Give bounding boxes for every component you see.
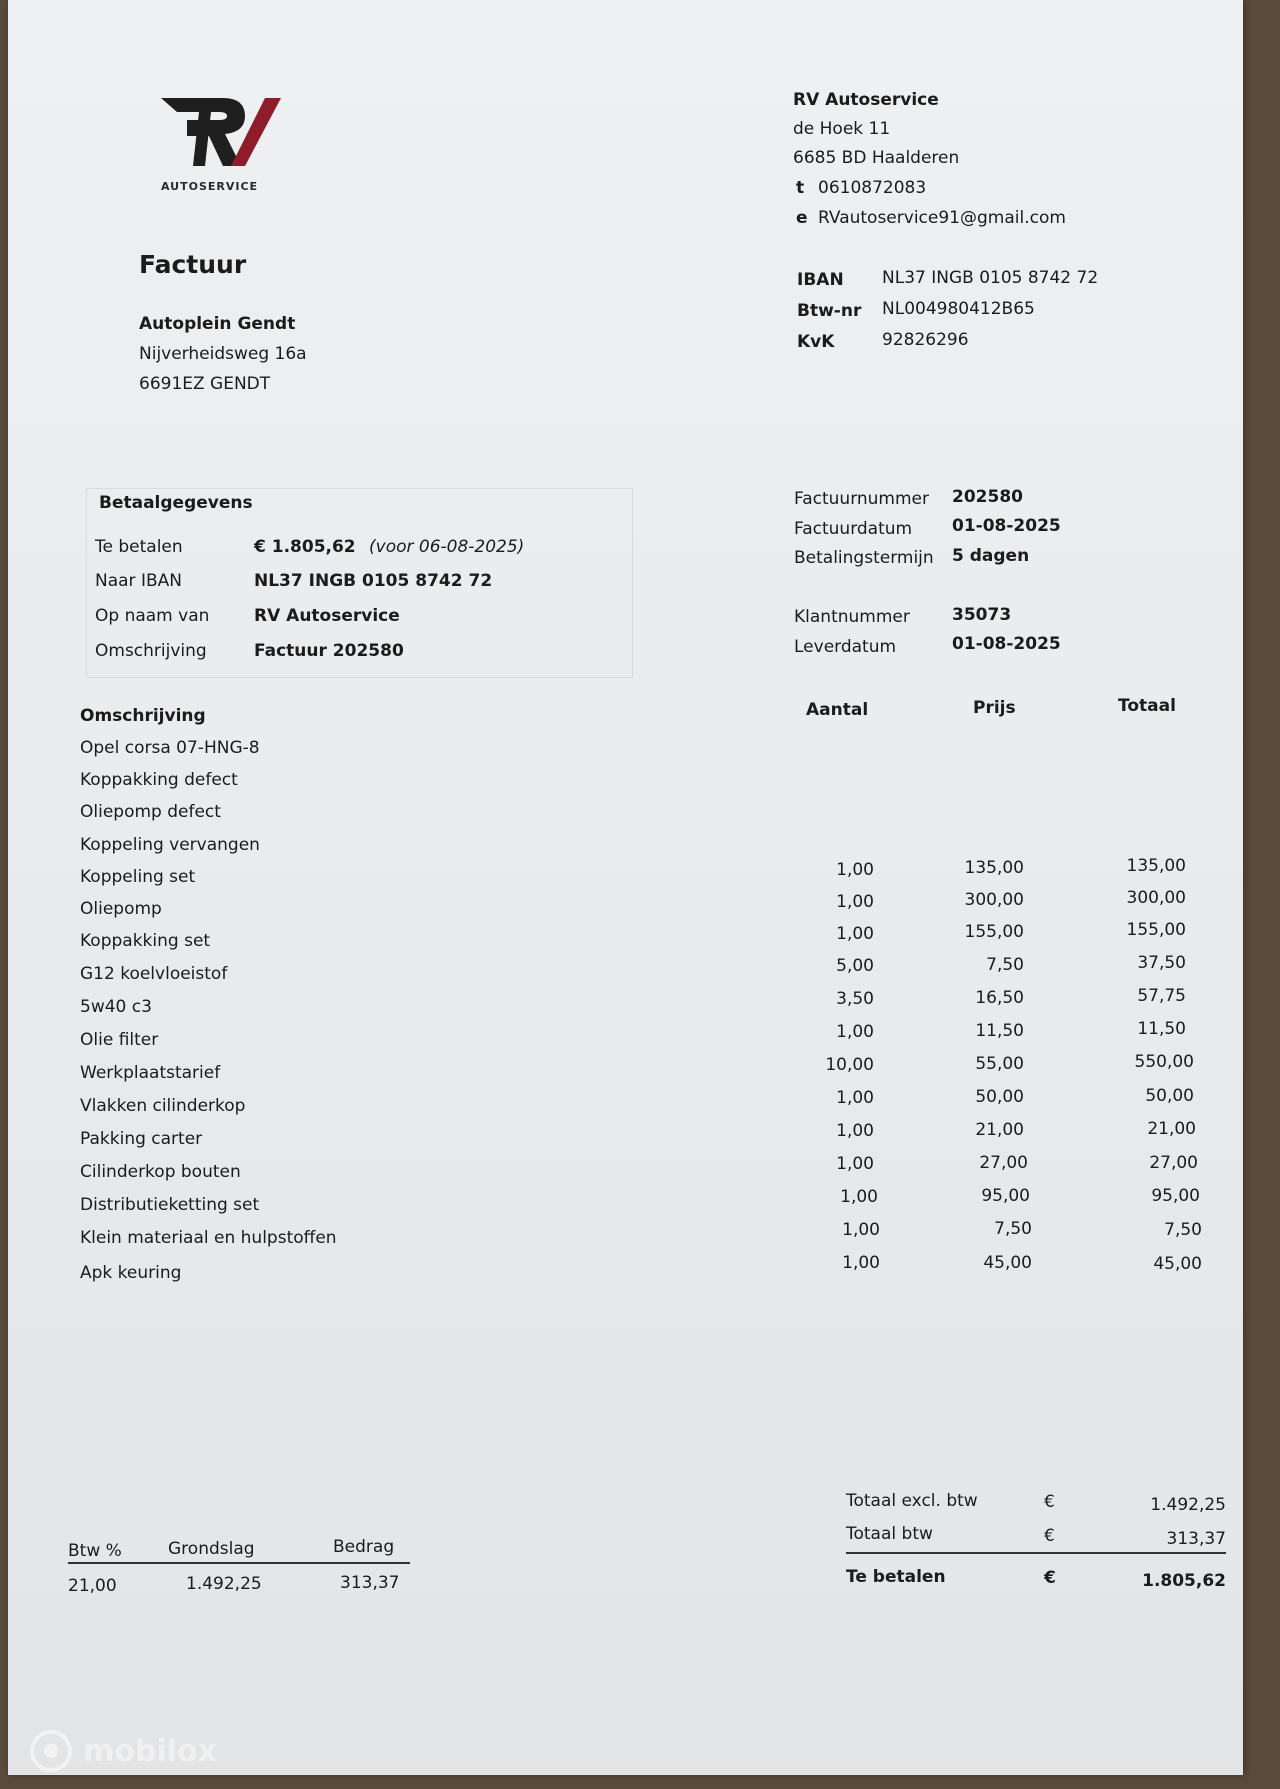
item-total: 45,00	[1153, 1254, 1202, 1274]
item-qty: 5,00	[836, 956, 874, 976]
item-description: Cilinderkop bouten	[80, 1162, 241, 1182]
iban-label: IBAN	[797, 270, 844, 290]
col-header-total: Totaal	[1118, 696, 1176, 716]
item-total: 57,75	[1137, 986, 1186, 1006]
company-kvk: 92826296	[882, 330, 969, 350]
company-name: RV Autoservice	[793, 90, 939, 110]
total-vat: 313,37	[1166, 1529, 1226, 1549]
item-qty: 3,50	[836, 989, 874, 1009]
item-qty: 10,00	[825, 1055, 874, 1075]
note-line: Opel corsa 07-HNG-8	[80, 738, 260, 758]
item-qty: 1,00	[836, 1022, 874, 1042]
company-logo	[153, 92, 283, 192]
vat-header-amount: Bedrag	[333, 1537, 395, 1557]
note-line: Oliepomp defect	[80, 802, 221, 822]
customer-number-label: Klantnummer	[794, 607, 910, 627]
payment-term-label: Betalingstermijn	[794, 548, 934, 568]
item-qty: 1,00	[836, 892, 874, 912]
total-excl-label: Totaal excl. btw	[846, 1491, 978, 1511]
item-total: 11,50	[1137, 1019, 1186, 1039]
item-description: Koppeling set	[80, 867, 196, 887]
btw-label: Btw-nr	[797, 301, 862, 321]
payment-iban: NL37 INGB 0105 8742 72	[254, 571, 493, 591]
payment-desc-label: Omschrijving	[95, 641, 207, 661]
invoice-number: 202580	[952, 487, 1023, 507]
item-price: 55,00	[975, 1054, 1024, 1074]
col-header-description: Omschrijving	[80, 706, 206, 726]
invoice-number-label: Factuurnummer	[794, 489, 930, 509]
item-price: 16,50	[975, 988, 1024, 1008]
item-description: Pakking carter	[80, 1129, 203, 1149]
invoice-paper	[8, 0, 1243, 1775]
item-description: Werkplaatstarief	[80, 1063, 221, 1083]
customer-street: Nijverheidsweg 16a	[139, 344, 307, 364]
item-qty: 1,00	[836, 924, 874, 944]
item-description: G12 koelvloeistof	[80, 964, 228, 984]
item-price: 135,00	[964, 858, 1024, 878]
item-description: Olie filter	[80, 1030, 159, 1050]
payment-desc: Factuur 202580	[254, 641, 404, 661]
currency-icon: €	[1044, 1568, 1056, 1588]
vat-rate: 21,00	[68, 1576, 117, 1596]
item-price: 7,50	[986, 955, 1024, 975]
item-price: 21,00	[975, 1120, 1024, 1140]
customer-city: 6691EZ GENDT	[139, 374, 271, 394]
item-qty: 1,00	[842, 1220, 880, 1240]
item-total: 135,00	[1126, 856, 1186, 876]
mobilox-logo-icon	[28, 1728, 74, 1774]
item-qty: 1,00	[840, 1187, 878, 1207]
email-label: e	[796, 208, 808, 228]
watermark-text: mobilox	[83, 1733, 217, 1769]
item-description: Apk keuring	[80, 1263, 182, 1283]
total-excl: 1.492,25	[1150, 1495, 1226, 1515]
total-vat-label: Totaal btw	[846, 1524, 933, 1544]
vat-base: 1.492,25	[186, 1574, 262, 1594]
item-price: 95,00	[981, 1186, 1030, 1206]
item-total: 21,00	[1147, 1119, 1196, 1139]
customer-name: Autoplein Gendt	[139, 314, 296, 334]
col-header-price: Prijs	[973, 698, 1016, 718]
document-title: Factuur	[139, 250, 247, 279]
payment-amount: € 1.805,62	[254, 537, 356, 557]
currency-icon: €	[1044, 1492, 1055, 1512]
item-description: Koppakking set	[80, 931, 211, 951]
item-total: 155,00	[1126, 920, 1186, 940]
logo-caption: AUTOSERVICE	[161, 180, 259, 193]
company-street: de Hoek 11	[793, 119, 891, 139]
item-price: 155,00	[964, 922, 1024, 942]
item-description: Distributieketting set	[80, 1195, 260, 1215]
item-total: 27,00	[1149, 1153, 1198, 1173]
customer-number: 35073	[952, 605, 1012, 625]
currency-icon: €	[1044, 1526, 1055, 1546]
item-total: 95,00	[1151, 1186, 1200, 1206]
rv-logo-icon	[153, 92, 283, 172]
totals-divider	[846, 1552, 1226, 1554]
total-pay: 1.805,62	[1142, 1571, 1226, 1591]
payment-term: 5 dagen	[952, 546, 1030, 566]
payment-name-label: Op naam van	[95, 606, 210, 626]
item-price: 50,00	[975, 1087, 1024, 1107]
company-btw: NL004980412B65	[882, 299, 1035, 319]
payment-due-note: (voor 06-08-2025)	[369, 537, 525, 557]
watermark	[28, 1728, 217, 1774]
payment-amount-label: Te betalen	[95, 537, 183, 557]
item-description: Klein materiaal en hulpstoffen	[80, 1228, 337, 1248]
item-price: 27,00	[979, 1153, 1028, 1173]
item-total: 50,00	[1145, 1086, 1194, 1106]
vat-table-divider	[68, 1562, 410, 1564]
phone-label: t	[796, 178, 805, 198]
item-qty: 1,00	[836, 1088, 874, 1108]
company-email: RVautoservice91@gmail.com	[818, 208, 1066, 228]
vat-amount: 313,37	[340, 1573, 400, 1593]
item-price: 7,50	[994, 1219, 1032, 1239]
item-total: 300,00	[1126, 888, 1186, 908]
item-qty: 1,00	[836, 860, 874, 880]
delivery-date: 01-08-2025	[952, 634, 1061, 654]
item-qty: 1,00	[836, 1154, 874, 1174]
item-total: 37,50	[1137, 953, 1186, 973]
col-header-qty: Aantal	[806, 700, 869, 720]
invoice-date: 01-08-2025	[952, 516, 1061, 536]
item-price: 300,00	[964, 890, 1024, 910]
item-qty: 1,00	[836, 1121, 874, 1141]
company-phone: 0610872083	[818, 178, 927, 198]
company-city: 6685 BD Haalderen	[793, 148, 960, 168]
vat-header-rate: Btw %	[68, 1541, 122, 1561]
payment-name: RV Autoservice	[254, 606, 400, 626]
invoice-date-label: Factuurdatum	[794, 519, 913, 539]
item-qty: 1,00	[842, 1253, 880, 1273]
item-total: 7,50	[1164, 1220, 1202, 1240]
note-line: Koppakking defect	[80, 770, 238, 790]
vat-header-base: Grondslag	[168, 1539, 255, 1559]
payment-heading: Betaalgegevens	[99, 493, 253, 513]
total-pay-label: Te betalen	[846, 1567, 946, 1587]
delivery-date-label: Leverdatum	[794, 637, 897, 657]
note-line: Koppeling vervangen	[80, 835, 260, 855]
item-price: 11,50	[975, 1021, 1024, 1041]
item-description: Vlakken cilinderkop	[80, 1096, 246, 1116]
item-total: 550,00	[1134, 1052, 1194, 1072]
item-description: Oliepomp	[80, 899, 162, 919]
company-iban: NL37 INGB 0105 8742 72	[882, 268, 1099, 288]
item-description: 5w40 c3	[80, 997, 152, 1017]
item-price: 45,00	[983, 1253, 1032, 1273]
payment-iban-label: Naar IBAN	[95, 571, 182, 591]
kvk-label: KvK	[797, 332, 835, 352]
